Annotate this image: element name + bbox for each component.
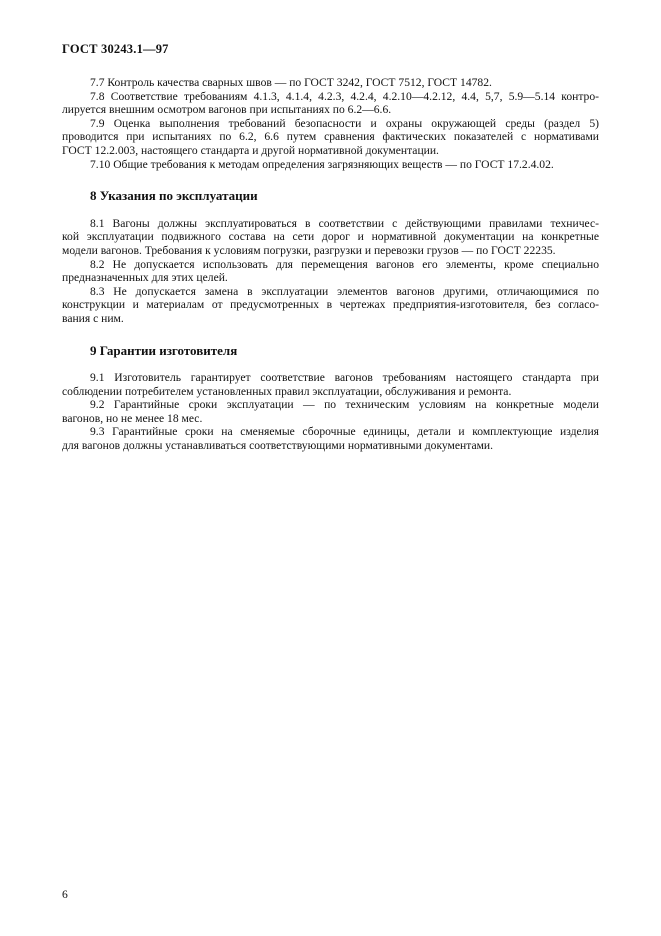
page-body — [62, 76, 599, 453]
paragraph-8-1 — [62, 217, 599, 258]
text-line: 8.3 Не допускается замена в эксплуатации элементов вагонов другими, отличающимися по — [90, 284, 599, 298]
section-9-heading: 9 Гарантии изготовителя — [90, 342, 238, 358]
text-line: предназначенных для этих целей. — [62, 271, 228, 285]
text-line: 9.2 Гарантийные сроки эксплуатации — по техническим условиям на конкретные модели — [90, 398, 599, 412]
text-line: 7.7 Контроль качества сварных швов — по ГОСТ 3242, ГОСТ 7512, ГОСТ 14782. — [90, 76, 492, 89]
text-line: для вагонов должны устанавливаться соответствующими нормативными документами. — [62, 439, 494, 453]
text-line: проводится при испытаниях по 6.2, 6.6 путем сравнения фактических показателей с нормативами — [62, 130, 599, 144]
text-line: 8.1 Вагоны должны эксплуатироваться в соответствии с действующими правилами техничес- — [90, 216, 599, 230]
paragraph-9-1 — [62, 371, 599, 398]
text-line: конструкции и материалам от предусмотренных в чертежах предприятия-изготовителя, без согласо- — [62, 298, 599, 312]
paragraph-8-3 — [62, 285, 599, 326]
text-line: лируется внешним осмотром вагонов при испытаниях по 6.2—6.6. — [62, 103, 392, 117]
page-number: 6 — [62, 888, 68, 901]
paragraph-7-9 — [62, 117, 599, 158]
paragraph-7-7 — [62, 76, 599, 90]
text-line: соблюдении потребителем установленных правил эксплуатации, обслуживания и ремонта. — [62, 384, 512, 398]
paragraph-8-2 — [62, 258, 599, 285]
text-line: 9.1 Изготовитель гарантирует соответствие вагонов требованиям настоящего стандарта при — [90, 371, 599, 385]
text-line: ГОСТ 12.2.003, настоящего стандарта и другой нормативной документации. — [62, 143, 439, 157]
text-line: вагонов, но не менее 18 мес. — [62, 411, 203, 425]
text-line: 7.8 Соответствие требованиям 4.1.3, 4.1.4, 4.2.3, 4.2.4, 4.2.10—4.2.12, 4.4, 5,7, 5.9—5.14 контро- — [90, 89, 599, 103]
text-line: 7.9 Оценка выполнения требований безопасности и охраны окружающей среды (раздел 5) — [90, 116, 599, 130]
text-line: кой эксплуатации подвижного состава на сети дорог и нормативной документации на конкретные — [62, 230, 599, 244]
text-line: вания с ним. — [62, 311, 124, 325]
document-code: ГОСТ 30243.1—97 — [62, 42, 169, 56]
paragraph-9-3 — [62, 425, 599, 452]
paragraph-9-2 — [62, 398, 599, 425]
paragraph-7-10 — [62, 158, 599, 172]
paragraph-7-8 — [62, 90, 599, 117]
section-8-heading: 8 Указания по эксплуатации — [90, 188, 258, 204]
text-line: модели вагонов. Требования к условиям погрузки, разгрузки и перевозки грузов — по ГОСТ 22235. — [62, 243, 556, 257]
text-line: 9.3 Гарантийные сроки на сменяемые сборочные единицы, детали и комплектующие изделия — [90, 425, 599, 439]
text-line: 7.10 Общие требования к методам определения загрязняющих веществ — по ГОСТ 17.2.4.02. — [90, 157, 554, 171]
text-line: 8.2 Не допускается использовать для перемещения вагонов его элементы, кроме специально — [90, 257, 599, 271]
